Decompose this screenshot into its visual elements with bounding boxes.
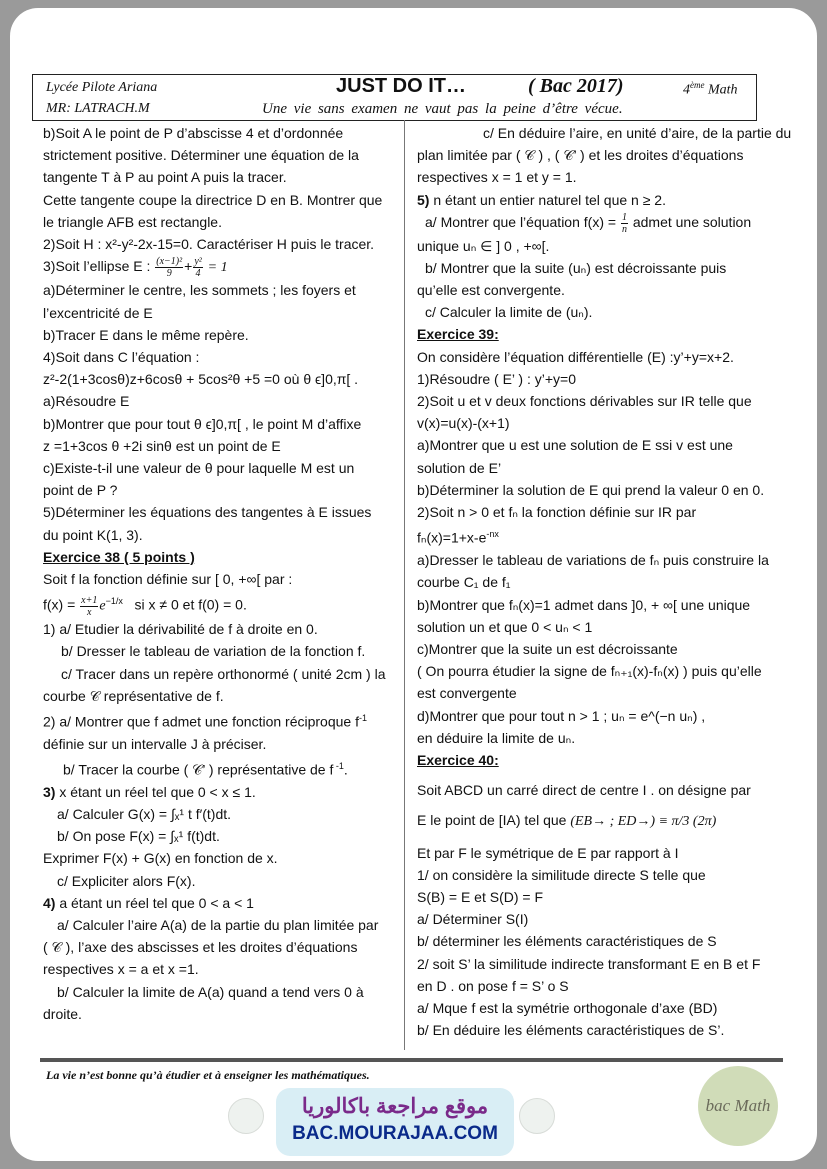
text-line: unique uₙ ∈ ] 0 , +∞[. [417,237,550,254]
text-line: 1/ on considère la similitude directe S telle que [417,866,706,883]
doc-year: ( Bac 2017) [528,75,624,97]
class-label: 4ème Math [683,80,738,98]
text-line: respectives x = 1 et y = 1. [417,169,577,186]
text-line: a)Déterminer le centre, les sommets ; les foyers et [43,282,356,299]
text-line: est convergente [417,685,517,702]
text-line: b/ En déduire les éléments caractéristiques de S’. [417,1022,725,1039]
text-line: b)Tracer E dans le même repère. [43,326,249,343]
text-line: b/ Montrer que la suite (uₙ) est décroissante puis [425,259,727,276]
text-line: en D . on pose f = S’ o S [417,977,569,994]
text-line: tangente T à P au point A puis la tracer. [43,169,287,186]
footer-quote: La vie n’est bonne qu’à étudier et à enseigner les mathématiques. [46,1068,370,1082]
text-line: a/ Mque f est la symétrie orthogonale d’axe (BD) [417,999,718,1016]
text-line: Soit f la fonction définie sur [ 0, +∞[ par : [43,571,293,588]
text-line: b)Déterminer la solution de E qui prend la valeur 0 en 0. [417,481,765,498]
site-url[interactable]: BAC.MOURAJAA.COM [292,1123,498,1144]
function-definition-line: f(x) = $\frac{x+1}{x}$ $e^{-1/x}$ si x ≠ 0 et f(0) = 0. [43,594,247,618]
ellipse-equation-line: 3)Soit l’ellipse E : $\frac{\text{(x−1)²}}{9}$ + $\frac{\text{y²}}{4}$ = 1 [43,256,228,280]
text-line: c/ Tracer dans un repère orthonormé ( unité 2cm ) la [61,665,386,682]
text-line: Et par F le symétrique de E par rapport à I [417,844,679,861]
footer-divider [40,1058,783,1062]
text-line: qu’elle est convergente. [417,282,565,299]
site-logo-icon [519,1098,555,1134]
reciprocal-line: 2) a/ Montrer que f admet une fonction réciproque $f^{-1}$ [43,712,367,730]
text-line: a/ Calculer l’aire A(a) de la partie du plan limitée par [57,917,379,934]
site-logo-icon [228,1098,264,1134]
equation-line: a/ Montrer que l’équation f(x) = $\frac{1}{n}$ admet une solution [425,211,752,235]
text-line: z²-2(1+3cosθ)z+6cosθ + 5cos²θ +5 =0 où θ ϵ]0,π[ . [43,371,359,388]
text-line: 2)Soit n > 0 et fₙ la fonction définie sur IR par [417,504,697,521]
school-name: Lycée Pilote Ariana [46,80,158,95]
text-line: c)Existe-t-il une valeur de θ pour laquelle M est un [43,460,355,477]
column-separator [404,120,405,1050]
doc-title: JUST DO IT… [336,75,467,97]
text-line: ( On pourra étudier la signe de fₙ₊₁(x)-fₙ(x) ) puis qu’elle [417,663,762,680]
curve-line: b/ Tracer la courbe ( 𝒞’ ) représentative de f $^{-1}$. [63,761,348,778]
text-line: du point K(1, 3). [43,526,143,543]
text-line: On considère l’équation différentielle (E) :y’+y=x+2. [417,348,734,365]
text-line: strictement positive. Déterminer une équation de la [43,147,359,164]
text-line: Cette tangente coupe la directrice D en B. Montrer que [43,191,383,208]
formula: $\frac{\text{y²}}{4}$ [194,256,202,280]
text-line: solution de E’ [417,459,502,476]
site-name-arabic: موقع مراجعة باكالوريا [301,1095,489,1118]
text-line: c/ En déduire l’aire, en unité d’aire, de la partie du [483,125,792,141]
text-line: S(B) = E et S(D) = F [417,888,544,905]
text-line: b)Montrer que fₙ(x)=1 admet dans ]0, + ∞[ une unique [417,596,751,613]
text-line: b)Montrer que pour tout θ ϵ]0,π[ , le point M d’affixe [43,415,362,432]
text-line: l’excentricité de E [43,304,153,321]
text-line: 1)Résoudre ( E’ ) : y’+y=0 [417,370,576,387]
text-line: droite. [43,1005,82,1022]
text-line: Exprimer F(x) + G(x) en fonction de x. [43,850,278,867]
bac-math-badge: bac Math [698,1066,778,1146]
text-line: solution un et que 0 < uₙ < 1 [417,618,593,635]
text-line: b)Soit A le point de P d’abscisse 4 et d’ordonnée [43,125,344,141]
text-line: b/ Dresser le tableau de variation de la fonction f. [61,643,366,660]
angle-condition-line: E le point de [IA) tel que (EB→ ; ED→) ≡ π/3 (2π) [417,812,717,830]
text-line: le triangle AFB est rectangle. [43,213,222,230]
motto: Une vie sans examen ne vaut pas la peine d’être vécue. [262,101,623,117]
part-3-line: 3) x étant un réel tel que 0 < x ≤ 1. [43,783,256,800]
exercise-40-heading: Exercice 40: [417,751,499,768]
text-line: plan limitée par ( 𝒞 ) , ( 𝒞’ ) et les droites d’équations [417,147,744,164]
formula: $\frac{x+1}{x}$ [81,594,98,618]
site-banner[interactable] [276,1088,514,1156]
right-column [417,122,792,1041]
formula: $\frac{\text{(x−1)²}}{9}$ [156,256,183,280]
text-line: v(x)=u(x)-(x+1) [417,415,510,432]
text-line: 5)Déterminer les équations des tangentes à E issues [43,504,372,521]
text-line: c/ Calculer la limite de (uₙ). [425,304,593,321]
text-line: b/ déterminer les éléments caractéristiques de S [417,933,717,950]
text-line: a/ Déterminer S(I) [417,911,529,928]
text-line: c/ Expliciter alors F(x). [57,872,196,889]
text-line: a)Résoudre E [43,393,130,410]
left-column [43,122,398,1025]
text-line: en déduire la limite de uₙ. [417,729,576,746]
exercise-38-heading: Exercice 38 ( 5 points ) [43,548,195,565]
fn-definition-line: $f_n(x)=1+x-e^{-nx}$ [417,529,499,546]
formula: $\frac{1}{n}$ [621,211,627,235]
text-line: b/ Calculer la limite de A(a) quand a tend vers 0 à [57,983,364,1000]
text-line: a)Montrer que u est une solution de E ssi v est une [417,437,733,454]
text-line: respectives x = a et x =1. [43,961,199,978]
text-line: 4)Soit dans C l’équation : [43,349,200,366]
exercise-39-heading: Exercice 39: [417,326,499,343]
text-line: c)Montrer que la suite un est décroissante [417,640,678,657]
text-line: 2)Soit u et v deux fonctions dérivables sur IR telle que [417,393,752,410]
text-line: point de P ? [43,482,118,499]
text-line: 1) a/ Etudier la dérivabilité de f à droite en 0. [43,621,318,638]
text-line: a)Dresser le tableau de variations de fₙ puis construire la [417,552,769,569]
text-line: a/ Calculer G(x) = ∫ₓ¹ t f′(t)dt. [57,806,232,823]
text-line: 2/ soit S’ la similitude indirecte transformant E en B et F [417,955,761,972]
text-line: b/ On pose F(x) = ∫ₓ¹ f(t)dt. [57,828,220,845]
text-line: définie sur un intervalle J à préciser. [43,735,267,752]
part-4-line: 4) a étant un réel tel que 0 < a < 1 [43,894,254,911]
text-line: d)Montrer que pour tout n > 1 ; uₙ = e^(−n uₙ) , [417,707,706,724]
text-line: Soit ABCD un carré direct de centre I . on désigne par [417,782,751,799]
part-5-line: 5) n étant un entier naturel tel que n ≥ 2. [417,191,666,208]
text-line: z =1+3cos θ +2i sinθ est un point de E [43,437,281,454]
teacher-name: MR: LATRACH.M [46,101,150,116]
text-line: ( 𝒞 ), l’axe des abscisses et les droites d’équations [43,939,358,956]
text-line: 2)Soit H : x²-y²-2x-15=0. Caractériser H puis le tracer. [43,236,375,253]
text-line: courbe 𝒞 représentative de f. [43,687,224,704]
text-line: courbe C₁ de f₁ [417,574,511,591]
